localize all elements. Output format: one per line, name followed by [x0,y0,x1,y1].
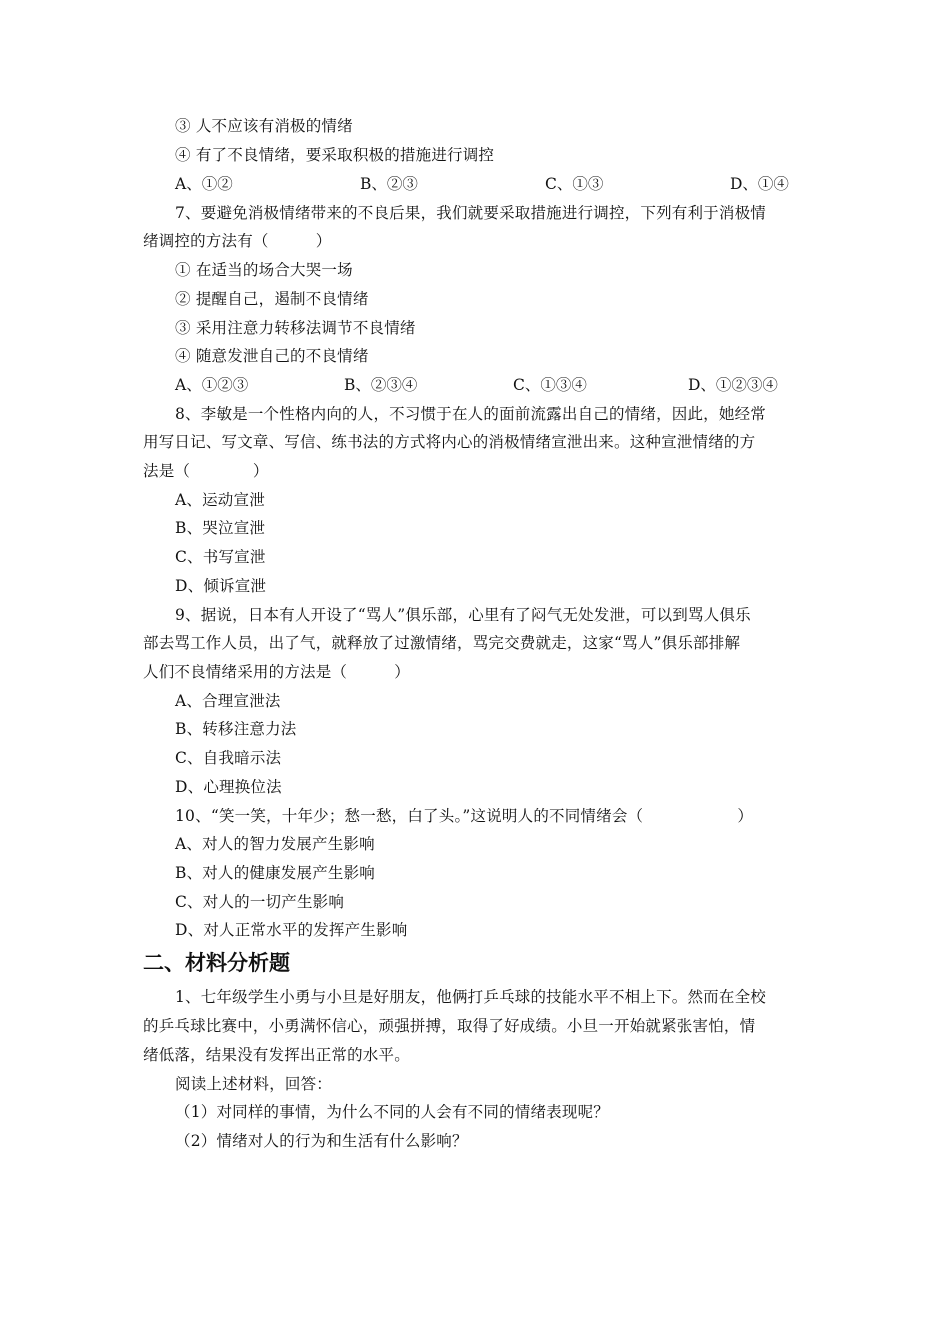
q10-option-b: B、对人的健康发展产生影响 [175,864,375,882]
q7-item-1: ① 在适当的场合大哭一场 [175,261,353,279]
q6-option-d: D、①④ [730,175,789,193]
q8-option-c: C、书写宣泄 [175,548,266,566]
q6-item-3: ③ 人不应该有消极的情绪 [175,117,353,135]
material-line-2: 的乒乓球比赛中，小勇满怀信心，顽强拼搏，取得了好成绩。小旦一开始就紧张害怕，情 [143,1017,756,1035]
q8-option-a: A、运动宣泄 [175,491,265,509]
q10-stem: 10、“笑一笑，十年少；愁一愁，白了头。”这说明人的不同情绪会（ ） [175,807,754,825]
q8-stem-line-1: 8、李敏是一个性格内向的人，不习惯于在人的面前流露出自己的情绪，因此，她经常 [175,405,766,423]
q9-stem-line-2: 部去骂工作人员，出了气，就释放了过激情绪，骂完交费就走，这家“骂人”俱乐部排解 [143,634,741,652]
q7-option-d: D、①②③④ [688,376,778,394]
q8-option-b: B、哭泣宣泄 [175,519,266,537]
q6-option-b: B、②③ [360,175,418,193]
q7-item-2: ② 提醒自己，遏制不良情绪 [175,290,369,308]
q9-option-b: B、转移注意力法 [175,720,297,738]
sub-question-1: （1）对同样的事情，为什么不同的人会有不同的情绪表现呢？ [175,1103,609,1121]
q8-stem-line-2: 用写日记、写文章、写信、练书法的方式将内心的消极情绪宣泄出来。这种宣泄情绪的方 [143,433,756,451]
q7-option-a: A、①②③ [175,376,249,394]
instruction-text: 阅读上述材料，回答： [175,1075,333,1093]
q9-stem-line-3: 人们不良情绪采用的方法是（ ） [143,663,410,681]
sub-question-2: （2）情绪对人的行为和生活有什么影响？ [175,1132,468,1150]
q7-stem-line-1: 7、要避免消极情绪带来的不良后果，我们就要采取措施进行调控，下列有利于消极情 [175,204,766,222]
q6-option-a: A、①② [175,175,233,193]
material-line-3: 绪低落，结果没有发挥出正常的水平。 [143,1046,410,1064]
q9-option-d: D、心理换位法 [175,778,282,796]
q7-item-4: ④ 随意发泄自己的不良情绪 [175,347,369,365]
q9-option-c: C、自我暗示法 [175,749,282,767]
q8-stem-line-3: 法是（ ） [143,462,269,480]
q10-option-d: D、对人正常水平的发挥产生影响 [175,921,408,939]
q10-option-c: C、对人的一切产生影响 [175,893,345,911]
q9-stem-line-1: 9、据说，日本有人开设了“骂人”俱乐部，心里有了闷气无处发泄，可以到骂人俱乐 [175,606,751,624]
q8-option-d: D、倾诉宣泄 [175,577,267,595]
q10-option-a: A、对人的智力发展产生影响 [175,835,375,853]
q7-option-b: B、②③④ [344,376,418,394]
section-heading: 二、材料分析题 [143,951,290,975]
q7-option-c: C、①③④ [513,376,587,394]
q6-option-c: C、①③ [545,175,604,193]
q9-option-a: A、合理宣泄法 [175,692,281,710]
q7-stem-line-2: 绪调控的方法有（ ） [143,232,332,250]
q7-item-3: ③ 采用注意力转移法调节不良情绪 [175,319,416,337]
material-line-1: 1、七年级学生小勇与小旦是好朋友，他俩打乒乓球的技能水平不相上下。然而在全校 [175,988,766,1006]
q6-item-4: ④ 有了不良情绪，要采取积极的措施进行调控 [175,146,495,164]
